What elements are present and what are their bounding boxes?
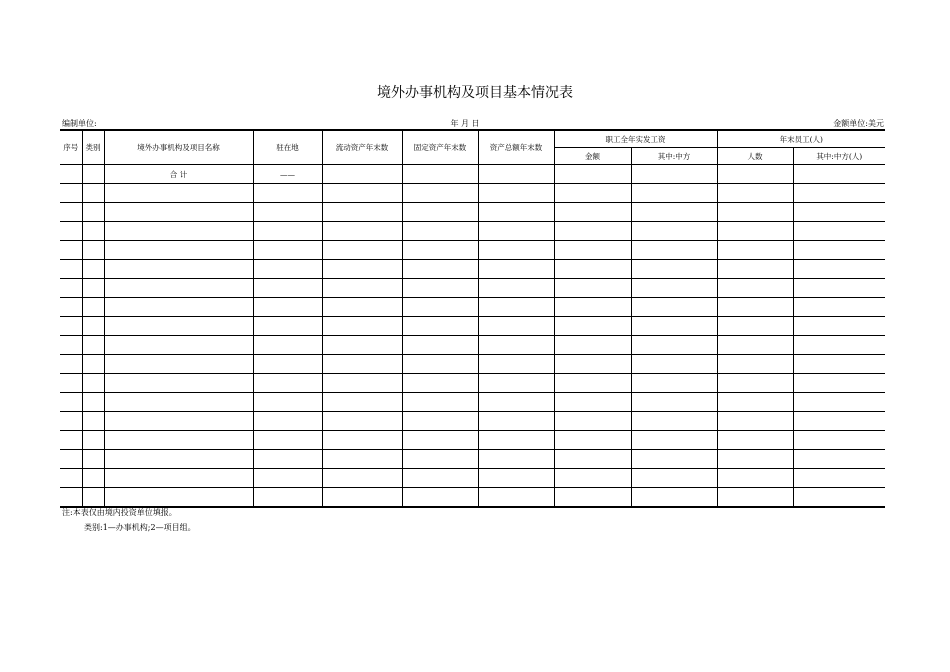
table-cell[interactable] [554,412,631,431]
table-cell[interactable] [717,165,793,184]
table-cell[interactable] [793,450,885,469]
table-cell[interactable] [631,412,717,431]
table-cell[interactable] [631,393,717,412]
table-cell[interactable] [478,336,554,355]
table-row [60,260,885,279]
table-cell[interactable] [322,241,402,260]
table-cell[interactable] [60,298,82,317]
table-cell[interactable] [253,431,322,450]
table-cell[interactable] [554,374,631,393]
table-cell[interactable] [104,317,253,336]
header-staff-chinese: 其中:中方(人) [793,148,885,165]
table-cell[interactable] [322,374,402,393]
table-cell[interactable] [104,279,253,298]
table-cell[interactable] [793,317,885,336]
table-cell[interactable] [717,355,793,374]
table-cell[interactable] [631,298,717,317]
table-cell[interactable] [478,450,554,469]
table-cell[interactable] [554,450,631,469]
table-cell[interactable] [793,203,885,222]
table-cell[interactable] [554,488,631,508]
header-row-1 [60,130,885,148]
table-cell[interactable] [478,260,554,279]
table-cell[interactable] [82,260,104,279]
table-cell[interactable] [478,184,554,203]
table-cell[interactable] [82,203,104,222]
table-cell[interactable] [478,222,554,241]
header-name: 境外办事机构及项目名称 [104,130,253,165]
table-cell[interactable] [478,298,554,317]
table-cell[interactable] [717,317,793,336]
footnotes [62,505,196,535]
table-cell[interactable] [253,260,322,279]
header-location: 驻在地 [253,130,322,165]
table-cell[interactable] [402,488,478,508]
table-cell[interactable] [322,260,402,279]
table-cell[interactable] [322,336,402,355]
table-cell[interactable] [253,279,322,298]
table-cell[interactable] [478,469,554,488]
table-cell[interactable] [82,469,104,488]
table-cell[interactable] [717,431,793,450]
table-cell[interactable] [322,222,402,241]
table-cell[interactable] [402,393,478,412]
header-staff-count: 人数 [717,148,793,165]
header-total-assets: 资产总额年末数 [478,130,554,165]
table-cell[interactable] [82,298,104,317]
table-cell[interactable] [631,488,717,508]
table-cell[interactable] [253,317,322,336]
table-cell[interactable] [554,165,631,184]
table-cell[interactable] [631,279,717,298]
table-cell[interactable] [717,222,793,241]
table-cell[interactable] [253,298,322,317]
table-cell[interactable] [82,184,104,203]
table-cell[interactable] [60,203,82,222]
table-cell[interactable] [554,393,631,412]
table-cell[interactable] [717,279,793,298]
table-row [60,374,885,393]
table-cell[interactable] [322,184,402,203]
table-row [60,469,885,488]
table-row [60,203,885,222]
table-cell[interactable] [631,374,717,393]
table-cell[interactable] [402,469,478,488]
table-cell[interactable] [82,165,104,184]
table-cell[interactable] [82,412,104,431]
table-cell[interactable] [478,393,554,412]
table-cell[interactable] [478,431,554,450]
table-cell[interactable] [82,450,104,469]
table-cell[interactable] [478,241,554,260]
table-cell[interactable] [402,374,478,393]
table-cell[interactable] [402,241,478,260]
table-cell[interactable] [322,355,402,374]
table-cell[interactable] [82,222,104,241]
table-cell[interactable] [402,203,478,222]
table-row [60,450,885,469]
table-cell[interactable] [82,336,104,355]
table-row [60,298,885,317]
table-cell[interactable] [60,469,82,488]
table-cell[interactable] [104,241,253,260]
table-cell[interactable] [104,412,253,431]
table-cell[interactable] [631,450,717,469]
table-cell[interactable] [478,203,554,222]
table-row [60,355,885,374]
table-cell[interactable] [793,298,885,317]
table-cell[interactable] [60,279,82,298]
total-label: 合 计 [104,165,253,184]
table-cell[interactable] [60,412,82,431]
table-cell[interactable] [554,260,631,279]
table-cell[interactable] [82,374,104,393]
table-cell[interactable] [554,279,631,298]
table-cell[interactable] [631,260,717,279]
compiler-label: 编制单位: [62,119,97,128]
table-cell[interactable] [104,260,253,279]
table-cell[interactable] [60,165,82,184]
table-cell[interactable] [793,393,885,412]
table-cell[interactable] [104,374,253,393]
table-cell[interactable] [322,412,402,431]
table-cell[interactable] [793,488,885,508]
date-label: 年 月 日 [450,119,480,128]
table-cell[interactable] [631,355,717,374]
currency-unit-label: 金额单位:美元 [833,119,884,128]
table-cell[interactable] [478,279,554,298]
header-staff-group: 年末员工(人) [717,130,885,148]
table-cell[interactable] [402,317,478,336]
table-cell[interactable] [104,298,253,317]
table-row [60,184,885,203]
header-wages-chinese: 其中:中方 [631,148,717,165]
table-cell[interactable] [631,469,717,488]
table-cell[interactable] [554,184,631,203]
table-cell[interactable] [60,241,82,260]
table-cell[interactable] [631,431,717,450]
table-cell[interactable] [402,412,478,431]
table-cell[interactable] [322,431,402,450]
table-cell[interactable] [402,355,478,374]
table-cell[interactable] [478,488,554,508]
table-cell[interactable] [793,279,885,298]
table-cell[interactable] [717,203,793,222]
table-cell[interactable] [793,260,885,279]
table-cell[interactable] [717,184,793,203]
table-cell[interactable] [631,317,717,336]
table-cell[interactable] [793,165,885,184]
table-cell[interactable] [60,374,82,393]
table-cell[interactable] [253,241,322,260]
table-cell[interactable] [60,450,82,469]
table-row [60,336,885,355]
table-cell[interactable] [253,355,322,374]
table-cell[interactable] [793,222,885,241]
table-cell[interactable] [793,374,885,393]
table-cell[interactable] [631,336,717,355]
table-cell[interactable] [554,355,631,374]
table-cell[interactable] [478,317,554,336]
table-cell[interactable] [322,469,402,488]
table-cell[interactable] [322,203,402,222]
table-cell[interactable] [402,165,478,184]
table-cell[interactable] [631,184,717,203]
table-cell[interactable] [322,393,402,412]
table-cell[interactable] [631,203,717,222]
table-cell[interactable] [554,222,631,241]
table-cell[interactable] [717,260,793,279]
table-cell[interactable] [554,298,631,317]
table-cell[interactable] [104,393,253,412]
header-seq: 序号 [60,130,82,165]
table-cell[interactable] [322,488,402,508]
table-row [60,222,885,241]
table-cell[interactable] [253,203,322,222]
table-cell[interactable] [631,241,717,260]
table-cell[interactable] [554,203,631,222]
report-table [60,129,885,508]
table-cell[interactable] [322,317,402,336]
table-cell[interactable] [253,469,322,488]
table-cell[interactable] [82,393,104,412]
table-cell[interactable] [253,184,322,203]
table-cell[interactable] [82,355,104,374]
table-cell[interactable] [793,469,885,488]
table-cell[interactable] [82,241,104,260]
table-cell[interactable] [402,260,478,279]
table-cell[interactable] [793,355,885,374]
table-cell[interactable] [402,279,478,298]
table-row [60,431,885,450]
table-row [60,393,885,412]
table-row [60,241,885,260]
table-cell[interactable] [402,184,478,203]
table-cell[interactable] [717,393,793,412]
table-cell[interactable] [60,317,82,336]
table-cell[interactable] [253,222,322,241]
table-cell[interactable] [253,488,322,508]
table-cell[interactable] [478,374,554,393]
table-cell[interactable] [104,355,253,374]
table-row [60,317,885,336]
table-cell[interactable] [322,450,402,469]
table-cell[interactable] [104,431,253,450]
table-cell[interactable] [717,450,793,469]
table-cell[interactable] [717,374,793,393]
table-cell[interactable] [717,469,793,488]
table-cell[interactable] [554,469,631,488]
table-cell[interactable] [478,412,554,431]
table-cell[interactable] [104,203,253,222]
table-cell[interactable] [478,355,554,374]
table-cell[interactable] [717,336,793,355]
table-cell[interactable] [717,298,793,317]
table-cell[interactable] [554,241,631,260]
table-cell[interactable] [631,222,717,241]
table-cell[interactable] [402,450,478,469]
table-cell[interactable] [554,431,631,450]
header-fixed-assets: 固定资产年末数 [402,130,478,165]
table-cell[interactable] [253,393,322,412]
table-cell[interactable] [717,488,793,508]
table-cell[interactable] [82,317,104,336]
table-cell[interactable] [402,336,478,355]
table-cell[interactable] [104,184,253,203]
table-cell[interactable] [717,241,793,260]
table-cell[interactable] [253,336,322,355]
total-row [60,165,885,184]
table-cell[interactable] [793,431,885,450]
table-cell[interactable] [322,298,402,317]
table-cell[interactable] [253,374,322,393]
table-cell[interactable] [60,336,82,355]
table-cell[interactable] [793,241,885,260]
table-cell[interactable] [60,184,82,203]
table-cell[interactable] [60,222,82,241]
table-cell[interactable] [322,165,402,184]
table-cell[interactable] [104,450,253,469]
header-wages-group: 职工全年实发工资 [554,130,717,148]
table-row [60,412,885,431]
table-cell[interactable] [82,431,104,450]
table-cell[interactable] [478,165,554,184]
table-cell[interactable] [60,355,82,374]
table-cell[interactable] [104,336,253,355]
table-cell[interactable] [717,412,793,431]
table-cell[interactable] [402,298,478,317]
table-cell[interactable] [793,184,885,203]
table-cell[interactable] [253,450,322,469]
table-cell[interactable] [104,222,253,241]
table-cell[interactable] [60,431,82,450]
table-cell[interactable] [554,336,631,355]
footnote-scope: 注:本表仅由境内投资单位填报。 [62,508,177,517]
table-cell[interactable] [60,260,82,279]
table-cell[interactable] [253,412,322,431]
table-cell[interactable] [60,393,82,412]
page-title: 境外办事机构及项目基本情况表 [377,85,573,101]
table-cell[interactable] [82,279,104,298]
table-cell[interactable] [554,317,631,336]
table-cell[interactable] [402,431,478,450]
table-cell[interactable] [631,165,717,184]
table-cell[interactable] [793,336,885,355]
table-row [60,279,885,298]
table-cell[interactable] [104,469,253,488]
header-current-assets: 流动资产年末数 [322,130,402,165]
table-cell[interactable] [402,222,478,241]
footnote-category-legend: 类别:1—办事机构;2—项目组。 [84,523,196,532]
header-category: 类别 [82,130,104,165]
table-cell[interactable] [793,412,885,431]
header-wages-amount: 金额 [554,148,631,165]
table-cell[interactable] [322,279,402,298]
total-location: —— [253,165,322,184]
